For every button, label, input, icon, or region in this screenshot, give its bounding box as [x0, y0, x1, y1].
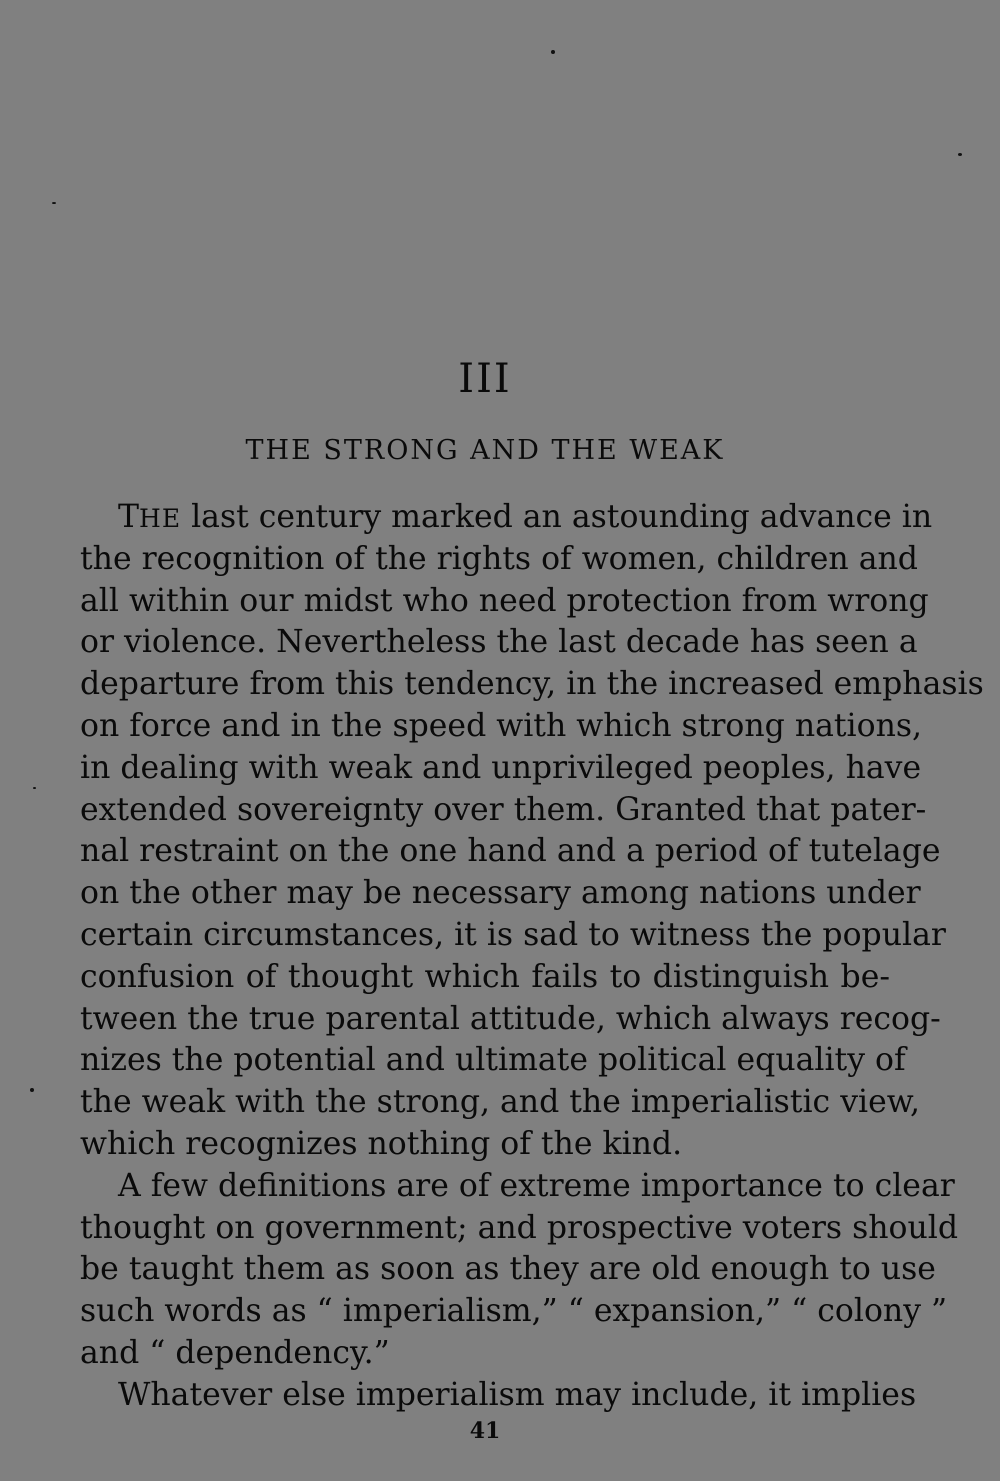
- text-line: Whatever else imperialism may include, it implies: [118, 1376, 917, 1413]
- text-line: thought on government; and prospective voters should: [80, 1209, 959, 1246]
- text-line: the recognition of the rights of women, children and: [80, 540, 918, 577]
- text-line: the weak with the strong, and the imperialistic view,: [80, 1084, 920, 1121]
- text-line: or violence. Nevertheless the last decade has seen a: [80, 624, 918, 661]
- text-line-rest: last century marked an astounding advance in: [181, 499, 933, 535]
- text-line: departure from this tendency, in the increased emphasis: [80, 666, 984, 703]
- drop-word-smallcaps: HE: [139, 504, 182, 533]
- text-line: on force and in the speed with which strong nations,: [80, 707, 923, 744]
- drop-word-cap: T: [118, 499, 140, 535]
- text-line: on the other may be necessary among nations under: [80, 875, 921, 912]
- text-line: confusion of thought which fails to distinguish be-: [80, 958, 890, 995]
- scan-speck: [52, 202, 56, 204]
- text-line: be taught them as soon as they are old enough to use: [80, 1251, 936, 1288]
- text-line: and “ dependency.”: [80, 1334, 390, 1371]
- chapter-number: III: [458, 356, 512, 402]
- scan-speck: [551, 50, 555, 54]
- text-line: extended sovereignty over them. Granted that pater-: [80, 791, 927, 828]
- scan-speck: [30, 1088, 34, 1092]
- text-line: all within our midst who need protection from wrong: [80, 582, 929, 619]
- chapter-title: THE STRONG AND THE WEAK: [245, 435, 725, 466]
- body-text: [80, 497, 984, 1417]
- text-line: A few definitions are of extreme importance to clear: [118, 1167, 955, 1204]
- text-line: certain circumstances, it is sad to witness the popular: [80, 916, 946, 953]
- scan-speck: [33, 787, 36, 789]
- page-number: 41: [469, 1418, 501, 1444]
- text-line: which recognizes nothing of the kind.: [80, 1125, 683, 1162]
- text-line: in dealing with weak and unprivileged peoples, have: [80, 749, 922, 786]
- text-line: nal restraint on the one hand and a period of tutelage: [80, 833, 941, 870]
- text-line: [80, 497, 933, 539]
- text-line: tween the true parental attitude, which always recog-: [80, 1000, 941, 1037]
- text-line: such words as “ imperialism,” “ expansion,” “ colony ”: [80, 1293, 948, 1330]
- scan-speck: [958, 153, 962, 156]
- text-line: nizes the potential and ultimate political equality of: [80, 1042, 906, 1079]
